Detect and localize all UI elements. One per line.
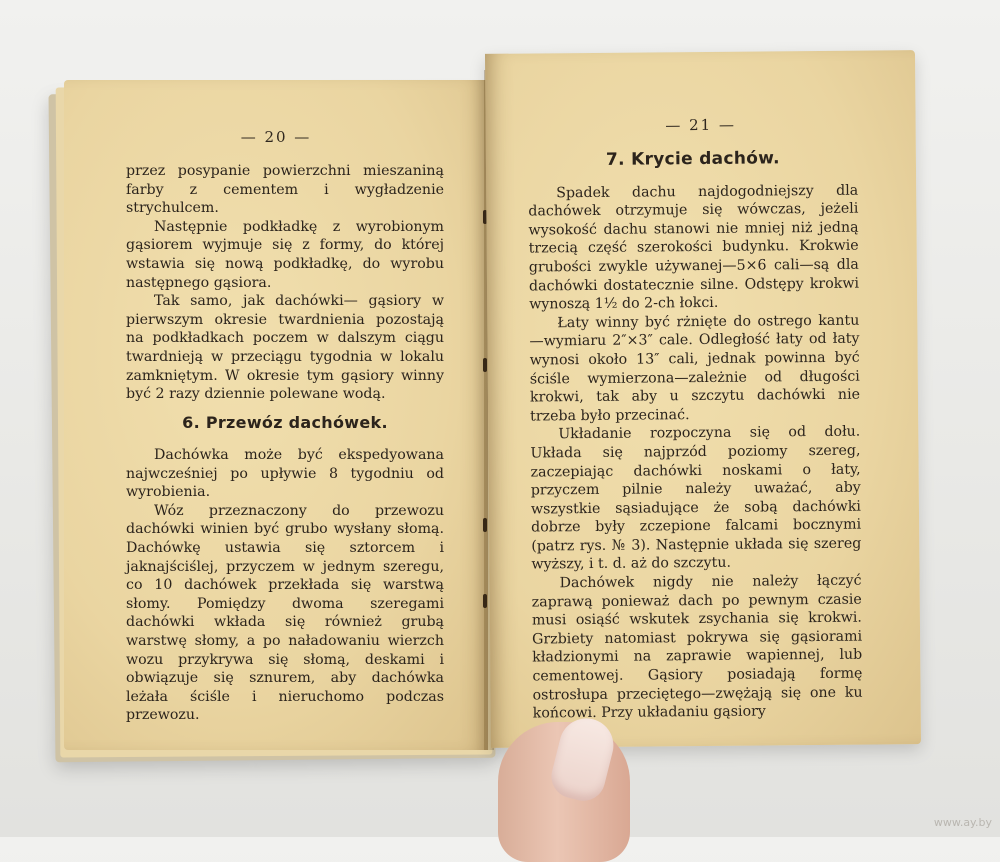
stitch-mark [483, 358, 487, 372]
section-heading: 7. Krycie dachów. [605, 148, 780, 170]
right-text [528, 149, 863, 724]
left-text-top [126, 162, 444, 404]
left-text-bottom [126, 446, 444, 725]
paragraph: Dachówek nigdy nie należy łączyć zaprawą ponieważ dach po pewnym czasie musi osiąść wskutek zsychania się krokwi. Grzbiety natomiast pokrywa się gąsiorami kładzionymi na zaprawie wapiennej, lub cementowej. Gąsiory posiadają formę ostrosłupa przeciętego—zwężają się one ku końcowi. Przy układaniu gąsiory [531, 572, 863, 722]
right-page [485, 50, 921, 748]
paragraph: Spadek dachu najdogodniejszy dla dachówek otrzymuje się wówczas, jeżeli wysokość dachu stanowi nie mniej niż jedną trzecią część szerokości budynku. Krokwie grubości zwykle używanej—5⨯6 cali—są dla dachówki dostatecznie silne. Odstępy krokwi wynoszą 1½ do 2-ch łokci. [528, 182, 860, 313]
left-section [126, 414, 444, 433]
paragraph: Dachówka może być ekspedyowana najwcześniej po upływie 8 tygodniu od wyrobienia. [126, 447, 444, 501]
page-number-left: — 20 — [240, 128, 312, 146]
stitch-mark [483, 594, 487, 608]
left-page [64, 80, 488, 750]
paragraph: Wóz przeznaczony do przewozu dachówki winien być grubo wysłany słomą. Dachówkę ustawia się sztorcem i jaknajściślej, przyczem w jednym szeregu, co 10 dachówek przekłada się warstwą słomy. Pomiędzy dwoma szeregami dachówki wkłada się również grubą warstwę słomy, a po naładowaniu wierzch wozu przykrywa się słomą, deskami i obwiązuje się sznurem, aby dachówka leżała ściśle i nieruchomo podczas przewozu. [126, 502, 444, 724]
stitch-mark [483, 518, 487, 532]
paragraph: Następnie podkładkę z wyrobionym gąsiorem wyjmuje się z formy, do której wstawia się nową podkładkę, do wyrobu następnego gąsiora. [126, 218, 444, 291]
section-heading: 6. Przewóz dachówek. [182, 413, 388, 432]
page-number-right: — 21 — [665, 115, 736, 135]
watermark: www.ay.by [933, 816, 992, 829]
paragraph: Układanie rozpoczyna się od dołu. Układa się najprzód poziomy szereg, zaczepiając dachówki noskami o łaty, przyczem pilnie należy uważać, aby wszystkie sąsiadujące że sobą dachówki dobrze były zczepione falcami bocznymi (patrz rys. № 3). Następnie układa się szereg wyższy, i t. d. aż do szczytu. [530, 423, 862, 573]
paragraph: przez posypanie powierzchni mieszaniną farby z cementem i wygładzenie strychulcem. [126, 163, 444, 217]
paragraph: Tak samo, jak dachówki— gąsiory w pierwszym okresie twardnienia pozostają na podkładkach poczem w dalszym ciągu twardnieją w przeciągu tygodnia w lokalu zamkniętym. W okresie tym gąsiory winny być 2 razy dziennie polewane wodą. [126, 293, 444, 403]
paragraph: Łaty winny być rżnięte do ostrego kantu—wymiaru 2″⨯3″ cale. Odległość łaty od łaty wynosi około 13″ cali, jednak powinna być ściśle wymierzona—zależnie od długości krokwi, tak aby u szczytu dachówki nie trzeba było przecinać. [529, 312, 861, 425]
